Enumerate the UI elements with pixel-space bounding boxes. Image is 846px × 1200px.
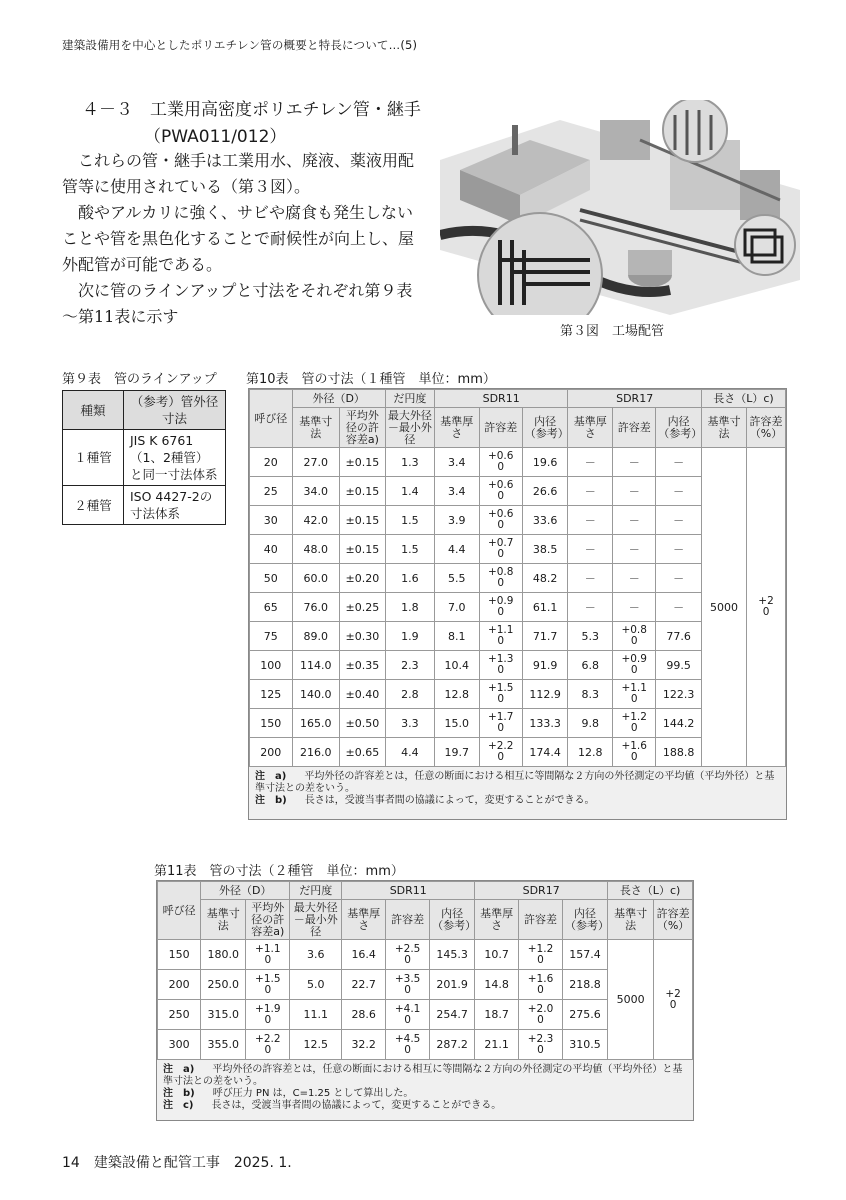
table-cell: 3.4 xyxy=(434,448,479,477)
table-cell: 165.0 xyxy=(292,709,339,738)
table-cell: 61.1 xyxy=(522,593,568,622)
col-nominal: 呼び径 xyxy=(158,882,201,940)
table-cell: 4.4 xyxy=(385,738,434,767)
table-cell: 140.0 xyxy=(292,680,339,709)
col-od: 外径（D） xyxy=(201,882,290,900)
col-base: 基準寸法 xyxy=(201,900,246,940)
table-cell: 20 xyxy=(250,448,293,477)
running-header: 建築設備用を中心としたポリエチレン管の概要と特長について…(5) xyxy=(62,38,418,52)
table-cell: － xyxy=(613,564,656,593)
table-cell: 48.2 xyxy=(522,564,568,593)
table9-caption: 第９表 管のラインアップ xyxy=(62,372,217,387)
tolerance-cell: +0.9 0 xyxy=(479,593,522,622)
col-length: 長さ（L）c) xyxy=(701,390,785,408)
tolerance-cell: +2.3 0 xyxy=(519,1030,563,1060)
table-cell: 8.1 xyxy=(434,622,479,651)
table-cell: － xyxy=(613,477,656,506)
tolerance-cell: +1.2 0 xyxy=(613,709,656,738)
col-inner: 内径（参考） xyxy=(522,408,568,448)
table-cell: 1.3 xyxy=(385,448,434,477)
col-tol: 許容差 xyxy=(386,900,430,940)
table-cell: ±0.50 xyxy=(339,709,385,738)
tolerance-cell: +2.2 0 xyxy=(479,738,522,767)
table-row xyxy=(250,448,786,477)
table-cell: 180.0 xyxy=(201,940,246,970)
table-cell: 250.0 xyxy=(201,970,246,1000)
table-cell: 300 xyxy=(158,1030,201,1060)
table-cell: 112.9 xyxy=(522,680,568,709)
table-cell: ±0.15 xyxy=(339,448,385,477)
tolerance-cell: +1.9 0 xyxy=(246,1000,290,1030)
tolerance-cell: +1.6 0 xyxy=(613,738,656,767)
table-cell: 99.5 xyxy=(656,651,702,680)
table-cell: － xyxy=(568,564,613,593)
table-cell: ±0.65 xyxy=(339,738,385,767)
tolerance-cell: +1.5 0 xyxy=(479,680,522,709)
col-ltol: 許容差（%） xyxy=(654,900,693,940)
col-avgtol: 平均外径の許容差a) xyxy=(246,900,290,940)
table-cell: 3.4 xyxy=(434,477,479,506)
col-maxmin: 最大外径－最小外径 xyxy=(290,900,342,940)
table-cell: － xyxy=(568,593,613,622)
table-cell: ±0.20 xyxy=(339,564,385,593)
table10-note: 注 a) 平均外径の許容差とは，任意の断面における相互に等間隔な２方向の外径測定の平均値（平均外径）と基準寸法との差をいう。 xyxy=(255,771,775,794)
tolerance-cell: +2.2 0 xyxy=(246,1030,290,1060)
table-cell: － xyxy=(568,506,613,535)
table-cell: 2.8 xyxy=(385,680,434,709)
table-cell: 188.8 xyxy=(656,738,702,767)
table-cell: 60.0 xyxy=(292,564,339,593)
table-cell: 9.8 xyxy=(568,709,613,738)
table-cell: 48.0 xyxy=(292,535,339,564)
table-cell: － xyxy=(656,564,702,593)
table-row xyxy=(158,940,693,970)
tolerance-cell: +1.2 0 xyxy=(519,940,563,970)
table-cell: － xyxy=(568,477,613,506)
table10-box xyxy=(248,388,787,820)
col-thick: 基準厚さ xyxy=(568,408,613,448)
table-cell: 27.0 xyxy=(292,448,339,477)
table9 xyxy=(62,390,226,525)
table-cell: 150 xyxy=(250,709,293,738)
table-cell: 22.7 xyxy=(342,970,386,1000)
table-cell: 42.0 xyxy=(292,506,339,535)
table-cell: 1.8 xyxy=(385,593,434,622)
col-maxmin: 最大外径－最小外径 xyxy=(385,408,434,448)
table-cell: 1.9 xyxy=(385,622,434,651)
tolerance-cell: +1.3 0 xyxy=(479,651,522,680)
table-cell: － xyxy=(656,448,702,477)
tolerance-cell: +0.6 0 xyxy=(479,448,522,477)
paragraph: 酸やアルカリに強く、サビや腐食も発生しないことや管を黒色化することで耐候性が向上し、屋外配管が可能である。 xyxy=(62,203,415,274)
table10 xyxy=(249,389,786,767)
section-subtitle: （PWA011/012） xyxy=(144,127,287,147)
table-cell: 19.6 xyxy=(522,448,568,477)
table9-cell: ISO 4427-2の寸法体系 xyxy=(124,486,226,525)
col-sdr17: SDR17 xyxy=(568,390,702,408)
table-cell: +2 0 xyxy=(747,448,786,767)
table-cell: ±0.40 xyxy=(339,680,385,709)
table9-header-od: （参考）管外径寸法 xyxy=(124,391,226,430)
tolerance-cell: +4.1 0 xyxy=(386,1000,430,1030)
tolerance-cell: +1.1 0 xyxy=(479,622,522,651)
table-cell: 5000 xyxy=(608,940,654,1060)
table-cell: 125 xyxy=(250,680,293,709)
table-cell: － xyxy=(613,593,656,622)
col-oval: だ円度 xyxy=(385,390,434,408)
table-cell: 6.8 xyxy=(568,651,613,680)
paragraph: これらの管・継手は工業用水、廃液、薬液用配管等に使用されている（第３図）。 xyxy=(62,151,415,196)
table-cell: 18.7 xyxy=(475,1000,519,1030)
table-cell: 275.6 xyxy=(563,1000,608,1030)
table-cell: 3.3 xyxy=(385,709,434,738)
table11-box xyxy=(156,880,694,1121)
table9-cell: １種管 xyxy=(63,430,124,486)
tolerance-cell: +4.5 0 xyxy=(386,1030,430,1060)
tolerance-cell: +0.6 0 xyxy=(479,477,522,506)
col-thick: 基準厚さ xyxy=(434,408,479,448)
col-thick: 基準厚さ xyxy=(475,900,519,940)
table-cell: 5.3 xyxy=(568,622,613,651)
tolerance-cell: +1.7 0 xyxy=(479,709,522,738)
table-cell: 218.8 xyxy=(563,970,608,1000)
table-cell: － xyxy=(656,593,702,622)
table-cell: 10.7 xyxy=(475,940,519,970)
table11 xyxy=(157,881,693,1060)
table-cell: 5000 xyxy=(701,448,746,767)
table-cell: 1.6 xyxy=(385,564,434,593)
table-cell: ±0.15 xyxy=(339,477,385,506)
col-lbase: 基準寸法 xyxy=(701,408,746,448)
table-cell: 3.6 xyxy=(290,940,342,970)
table-cell: 33.6 xyxy=(522,506,568,535)
table-cell: 26.6 xyxy=(522,477,568,506)
table-cell: 200 xyxy=(250,738,293,767)
table-cell: 133.3 xyxy=(522,709,568,738)
col-oval: だ円度 xyxy=(290,882,342,900)
table11-notes xyxy=(157,1060,693,1120)
table-cell: 174.4 xyxy=(522,738,568,767)
table-cell: 76.0 xyxy=(292,593,339,622)
table-cell: 355.0 xyxy=(201,1030,246,1060)
table-cell: ±0.30 xyxy=(339,622,385,651)
table-cell: 315.0 xyxy=(201,1000,246,1030)
table-cell: 145.3 xyxy=(430,940,475,970)
table-cell: 2.3 xyxy=(385,651,434,680)
table-cell: 8.3 xyxy=(568,680,613,709)
table-cell: － xyxy=(613,506,656,535)
table-cell: 114.0 xyxy=(292,651,339,680)
table-cell: 1.4 xyxy=(385,477,434,506)
table-cell: － xyxy=(568,448,613,477)
tolerance-cell: +3.5 0 xyxy=(386,970,430,1000)
table-cell: 10.4 xyxy=(434,651,479,680)
page-footer: 14 建築設備と配管工事 2025. 1. xyxy=(62,1155,292,1171)
table-cell: － xyxy=(656,535,702,564)
col-lbase: 基準寸法 xyxy=(608,900,654,940)
table-cell: － xyxy=(613,448,656,477)
table-cell: 200 xyxy=(158,970,201,1000)
col-avgtol: 平均外径の許容差a) xyxy=(339,408,385,448)
table-cell: 32.2 xyxy=(342,1030,386,1060)
table-cell: 100 xyxy=(250,651,293,680)
table-cell: 34.0 xyxy=(292,477,339,506)
table-cell: 310.5 xyxy=(563,1030,608,1060)
table-cell: 28.6 xyxy=(342,1000,386,1030)
table-cell: ±0.15 xyxy=(339,506,385,535)
table-cell: 216.0 xyxy=(292,738,339,767)
table-cell: 150 xyxy=(158,940,201,970)
col-sdr11: SDR11 xyxy=(434,390,568,408)
table-cell: 254.7 xyxy=(430,1000,475,1030)
table11-note: 注 a) 平均外径の許容差とは，任意の断面における相互に等間隔な２方向の外径測定の平均値（平均外径）と基準寸法との差をいう。 xyxy=(163,1064,683,1087)
table10-notes xyxy=(249,767,786,819)
col-tol: 許容差 xyxy=(479,408,522,448)
tolerance-cell: +1.6 0 xyxy=(519,970,563,1000)
table-cell: 12.8 xyxy=(568,738,613,767)
table-cell: 91.9 xyxy=(522,651,568,680)
table9-header-type: 種類 xyxy=(63,391,124,430)
col-nominal: 呼び径 xyxy=(250,390,293,448)
table-cell: 65 xyxy=(250,593,293,622)
paragraph: 次に管のラインアップと寸法をそれぞれ第９表～第11表に示す xyxy=(62,281,413,326)
table-cell: ±0.15 xyxy=(339,535,385,564)
table-cell: 7.0 xyxy=(434,593,479,622)
figure-caption: 第３図 工場配管 xyxy=(560,324,665,339)
table-cell: － xyxy=(568,535,613,564)
table-cell: 1.5 xyxy=(385,506,434,535)
tolerance-cell: +0.6 0 xyxy=(479,506,522,535)
table-cell: 5.0 xyxy=(290,970,342,1000)
table-cell: 250 xyxy=(158,1000,201,1030)
table-cell: ±0.35 xyxy=(339,651,385,680)
col-sdr11: SDR11 xyxy=(342,882,475,900)
table-cell: 11.1 xyxy=(290,1000,342,1030)
table-cell: 75 xyxy=(250,622,293,651)
table-cell: 144.2 xyxy=(656,709,702,738)
table-cell: 14.8 xyxy=(475,970,519,1000)
table-cell: 77.6 xyxy=(656,622,702,651)
col-sdr17: SDR17 xyxy=(475,882,608,900)
section-title: ４－３ 工業用高密度ポリエチレン管・継手 xyxy=(82,100,421,120)
table-cell: 12.5 xyxy=(290,1030,342,1060)
col-length: 長さ（L）c) xyxy=(608,882,693,900)
table-cell: 12.8 xyxy=(434,680,479,709)
table-cell: － xyxy=(656,477,702,506)
col-tol: 許容差 xyxy=(613,408,656,448)
table-cell: 201.9 xyxy=(430,970,475,1000)
table-cell: 4.4 xyxy=(434,535,479,564)
col-inner: 内径（参考） xyxy=(656,408,702,448)
table11-caption: 第11表 管の寸法（２種管 単位：mm） xyxy=(154,864,404,879)
col-tol: 許容差 xyxy=(519,900,563,940)
table-cell: 19.7 xyxy=(434,738,479,767)
col-ltol: 許容差（%） xyxy=(747,408,786,448)
table11-note: 注 b) 呼び圧力 PN は，C=1.25 として算出した。 xyxy=(163,1088,414,1099)
table-cell: 5.5 xyxy=(434,564,479,593)
table-cell: 71.7 xyxy=(522,622,568,651)
col-thick: 基準厚さ xyxy=(342,900,386,940)
table-cell: 122.3 xyxy=(656,680,702,709)
table-cell: 30 xyxy=(250,506,293,535)
tolerance-cell: +1.1 0 xyxy=(613,680,656,709)
tolerance-cell: +1.5 0 xyxy=(246,970,290,1000)
table-cell: 16.4 xyxy=(342,940,386,970)
table9-cell: ２種管 xyxy=(63,486,124,525)
table-cell: － xyxy=(613,535,656,564)
tolerance-cell: +2.5 0 xyxy=(386,940,430,970)
col-inner: 内径（参考） xyxy=(430,900,475,940)
table-cell: － xyxy=(656,506,702,535)
table-cell: 157.4 xyxy=(563,940,608,970)
factory-piping-illustration xyxy=(440,100,800,315)
table-cell: 38.5 xyxy=(522,535,568,564)
tolerance-cell: +1.1 0 xyxy=(246,940,290,970)
col-od: 外径（D） xyxy=(292,390,385,408)
col-base: 基準寸法 xyxy=(292,408,339,448)
col-inner: 内径（参考） xyxy=(563,900,608,940)
tolerance-cell: +0.8 0 xyxy=(479,564,522,593)
table-cell: 40 xyxy=(250,535,293,564)
table10-note: 注 b) 長さは，受渡当事者間の協議によって，変更することができる。 xyxy=(255,795,595,806)
table9-cell: JIS K 6761（1、2種管）と同一寸法体系 xyxy=(124,430,226,486)
tolerance-cell: +0.7 0 xyxy=(479,535,522,564)
table-cell: 21.1 xyxy=(475,1030,519,1060)
tolerance-cell: +0.8 0 xyxy=(613,622,656,651)
table-cell: 1.5 xyxy=(385,535,434,564)
table-cell: 50 xyxy=(250,564,293,593)
table-cell: +2 0 xyxy=(654,940,693,1060)
table-cell: 25 xyxy=(250,477,293,506)
table10-caption: 第10表 管の寸法（１種管 単位：mm） xyxy=(246,372,496,387)
table-cell: 15.0 xyxy=(434,709,479,738)
tolerance-cell: +2.0 0 xyxy=(519,1000,563,1030)
table-cell: ±0.25 xyxy=(339,593,385,622)
table-cell: 3.9 xyxy=(434,506,479,535)
table-cell: 89.0 xyxy=(292,622,339,651)
table11-note: 注 c) 長さは，受渡当事者間の協議によって，変更することができる。 xyxy=(163,1100,502,1111)
tolerance-cell: +0.9 0 xyxy=(613,651,656,680)
table-cell: 287.2 xyxy=(430,1030,475,1060)
